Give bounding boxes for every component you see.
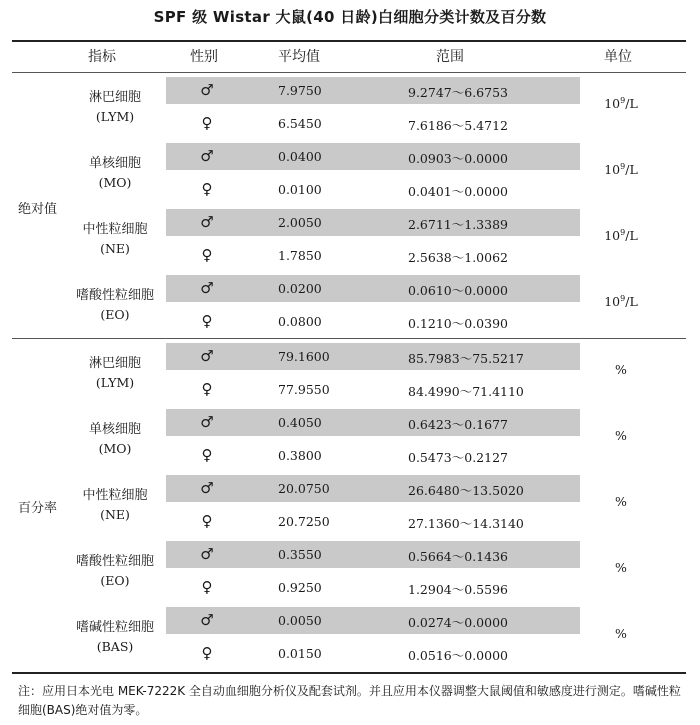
unit-tail: /L xyxy=(625,294,638,310)
male-mean: 79.1600 xyxy=(278,349,330,364)
cell-type-label xyxy=(72,220,158,258)
cell-type-name: 嗜酸性粒细胞 xyxy=(75,554,154,569)
male-range: 26.6480～13.5020 xyxy=(408,483,524,498)
female-range: 0.0516～0.0000 xyxy=(408,648,508,663)
top-rule xyxy=(12,40,686,42)
cell-type-label xyxy=(72,420,158,458)
unit-label: % xyxy=(615,362,627,377)
unit-exponent: 9 xyxy=(620,294,626,303)
header-indicator: 指标 xyxy=(88,49,116,65)
unit-label xyxy=(596,294,646,309)
male-row-shade xyxy=(166,209,580,236)
female-mean: 20.7250 xyxy=(278,514,330,529)
cell-type-abbr: (NE) xyxy=(100,241,130,256)
cell-type-label xyxy=(72,154,158,192)
cell-type-label xyxy=(72,618,158,656)
male-symbol: ♂ xyxy=(200,347,214,365)
cell-type-name: 单核细胞 xyxy=(88,422,141,437)
male-mean: 0.0050 xyxy=(278,613,322,628)
unit-exponent: 9 xyxy=(620,228,626,237)
cell-type-name: 嗜碱性粒细胞 xyxy=(75,620,154,635)
male-symbol: ♂ xyxy=(200,213,214,231)
cell-type-name: 单核细胞 xyxy=(88,156,141,171)
group-label: 百分率 xyxy=(18,501,58,516)
female-symbol: ♀ xyxy=(201,114,213,132)
cell-type-name: 中性粒细胞 xyxy=(82,488,148,503)
female-range: 0.1210～0.0390 xyxy=(408,316,508,331)
female-mean: 0.0150 xyxy=(278,646,322,661)
male-row-shade xyxy=(166,607,580,634)
bottom-rule xyxy=(12,672,686,674)
male-symbol: ♂ xyxy=(200,413,214,431)
female-range: 84.4990～71.4110 xyxy=(408,384,524,399)
cell-type-abbr: (MO) xyxy=(98,175,132,190)
unit-label: % xyxy=(615,428,627,443)
cell-type-abbr: (LYM) xyxy=(95,109,135,124)
cell-type-name: 淋巴细胞 xyxy=(88,90,141,105)
female-symbol: ♀ xyxy=(201,578,213,596)
male-row-shade xyxy=(166,541,580,568)
female-mean: 0.0800 xyxy=(278,314,322,329)
female-symbol: ♀ xyxy=(201,246,213,264)
cell-type-label xyxy=(72,486,158,524)
female-symbol: ♀ xyxy=(201,512,213,530)
unit-label xyxy=(596,228,646,243)
unit-label: % xyxy=(615,560,627,575)
female-symbol: ♀ xyxy=(201,312,213,330)
cell-type-abbr: (EO) xyxy=(100,307,130,322)
male-mean: 0.3550 xyxy=(278,547,322,562)
female-mean: 0.3800 xyxy=(278,448,322,463)
female-mean: 77.9550 xyxy=(278,382,330,397)
male-mean: 2.0050 xyxy=(278,215,322,230)
male-mean: 0.0400 xyxy=(278,149,322,164)
unit-base: 10 xyxy=(604,96,621,112)
cell-type-name: 淋巴细胞 xyxy=(88,356,141,371)
cell-type-abbr: (BAS) xyxy=(96,639,134,654)
unit-tail: /L xyxy=(625,96,638,112)
header-mean: 平均值 xyxy=(278,49,320,65)
cell-type-label xyxy=(72,88,158,126)
male-range: 0.0274～0.0000 xyxy=(408,615,508,630)
female-range: 1.2904～0.5596 xyxy=(408,582,508,597)
male-symbol: ♂ xyxy=(200,81,214,99)
header-rule xyxy=(12,72,686,73)
female-range: 7.6186～5.4712 xyxy=(408,118,508,133)
group-label: 绝对值 xyxy=(18,202,58,217)
unit-label: % xyxy=(615,494,627,509)
female-symbol: ♀ xyxy=(201,380,213,398)
female-mean: 6.5450 xyxy=(278,116,322,131)
cell-type-label xyxy=(72,552,158,590)
cell-type-abbr: (NE) xyxy=(100,507,130,522)
female-range: 2.5638～1.0062 xyxy=(408,250,508,265)
male-range: 2.6711～1.3389 xyxy=(408,217,508,232)
male-range: 9.2747～6.6753 xyxy=(408,85,508,100)
male-range: 85.7983～75.5217 xyxy=(408,351,524,366)
header-range: 范围 xyxy=(436,49,464,65)
male-row-shade xyxy=(166,143,580,170)
cell-type-name: 嗜酸性粒细胞 xyxy=(75,288,154,303)
female-symbol: ♀ xyxy=(201,180,213,198)
cell-type-label xyxy=(72,354,158,392)
cell-type-abbr: (MO) xyxy=(98,441,132,456)
female-mean: 0.0100 xyxy=(278,182,322,197)
footnote: 注：应用日本光电 MEK-7222K 全自动血细胞分析仪及配套试剂。并且应用本仪器调整大鼠阈值和敏感度进行测定。嗜碱性粒细胞(BAS)绝对值为零。 xyxy=(18,684,681,717)
group-divider xyxy=(12,338,686,339)
female-range: 0.5473～0.2127 xyxy=(408,450,508,465)
unit-base: 10 xyxy=(604,228,621,244)
male-symbol: ♂ xyxy=(200,545,214,563)
male-range: 0.5664～0.1436 xyxy=(408,549,508,564)
unit-label xyxy=(596,162,646,177)
table-title: SPF 级 Wistar 大鼠(40 日龄)白细胞分类计数及百分数 xyxy=(153,8,547,26)
male-mean: 7.9750 xyxy=(278,83,322,98)
female-mean: 1.7850 xyxy=(278,248,322,263)
header-sex: 性别 xyxy=(190,49,218,65)
male-row-shade xyxy=(166,77,580,104)
cell-type-label xyxy=(72,286,158,324)
male-symbol: ♂ xyxy=(200,479,214,497)
male-symbol: ♂ xyxy=(200,611,214,629)
male-mean: 0.4050 xyxy=(278,415,322,430)
female-symbol: ♀ xyxy=(201,446,213,464)
cell-type-name: 中性粒细胞 xyxy=(82,222,148,237)
cell-type-abbr: (EO) xyxy=(100,573,130,588)
male-row-shade xyxy=(166,409,580,436)
male-mean: 0.0200 xyxy=(278,281,322,296)
male-symbol: ♂ xyxy=(200,147,214,165)
male-range: 0.0610～0.0000 xyxy=(408,283,508,298)
male-symbol: ♂ xyxy=(200,279,214,297)
unit-base: 10 xyxy=(604,294,621,310)
female-range: 0.0401～0.0000 xyxy=(408,184,508,199)
unit-label xyxy=(596,96,646,111)
unit-exponent: 9 xyxy=(620,96,626,105)
header-unit: 单位 xyxy=(604,49,632,65)
female-symbol: ♀ xyxy=(201,644,213,662)
unit-label: % xyxy=(615,626,627,641)
male-range: 0.6423～0.1677 xyxy=(408,417,508,432)
female-range: 27.1360～14.3140 xyxy=(408,516,524,531)
female-mean: 0.9250 xyxy=(278,580,322,595)
cell-type-abbr: (LYM) xyxy=(95,375,135,390)
male-range: 0.0903～0.0000 xyxy=(408,151,508,166)
unit-tail: /L xyxy=(625,162,638,178)
male-row-shade xyxy=(166,275,580,302)
unit-base: 10 xyxy=(604,162,621,178)
unit-tail: /L xyxy=(625,228,638,244)
unit-exponent: 9 xyxy=(620,162,626,171)
male-mean: 20.0750 xyxy=(278,481,330,496)
